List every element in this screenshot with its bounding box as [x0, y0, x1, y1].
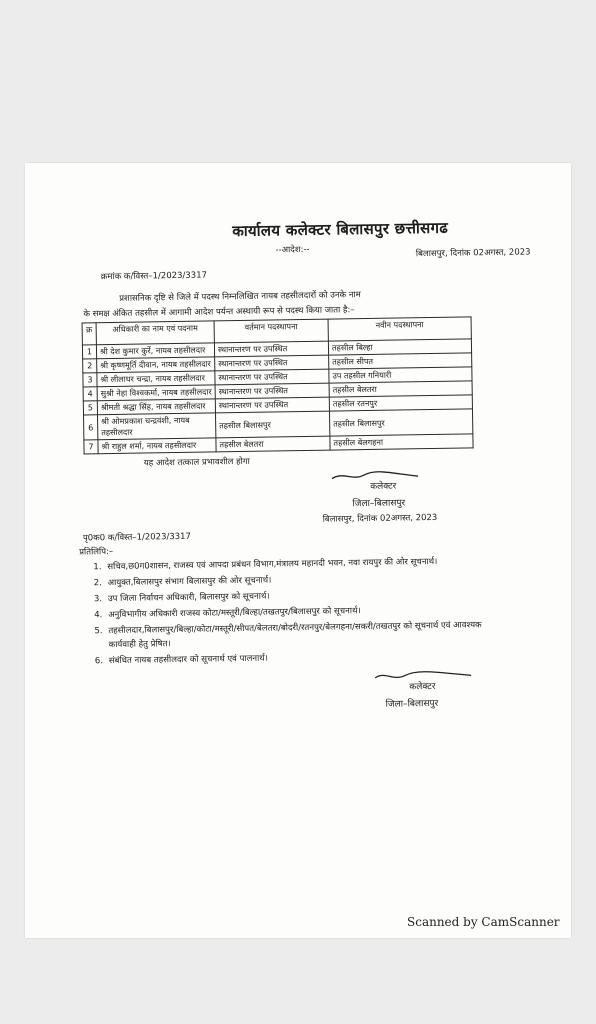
row-serial: 6 — [84, 415, 98, 440]
row-serial: 4 — [83, 387, 97, 401]
row-new-posting: तहसील सीपत — [329, 353, 472, 369]
list-item: 5. तहसीलदार,बिलासपुर/बिल्हा/कोटा/मस्तूरी/सीपत/बेलतरा/बोदरी/रतनपुर/बेलगहना/सकरी/तखतपुर को सूचनार्थ एवं आवश्यक कार्यवाही हेतु प्रेषित। — [94, 620, 482, 651]
row-new-posting: तहसील बेलतरा — [329, 381, 472, 397]
endorsement-number: पृ0क0 क/विस्त–1/2023/3317 — [82, 531, 192, 544]
row-officer-name: श्री कृष्णमूर्ति दीवान, नायब तहसीलदार — [97, 357, 215, 373]
scanner-watermark: Scanned by CamScanner — [407, 915, 560, 929]
row-current-posting: तहसील बिलासपुर — [215, 411, 329, 438]
row-current-posting: स्थानान्तरण पर उपस्थित — [215, 383, 329, 399]
signature-date: बिलासपुर, दिनांक 02अगस्त, 2023 — [322, 512, 438, 525]
signature-district: जिला–बिलासपुर — [352, 498, 406, 510]
reference-number: क्रमांक क/विस्त–1/2023/3317 — [100, 270, 208, 283]
list-item: 2. आयुक्त,बिलासपुर संभाग बिलासपुर की ओर सूचनार्थ। — [93, 575, 272, 589]
intro-line-1: प्रशासनिक दृष्टि से जिले में पदस्थ निम्नलिखित नायब तहसीलदारों को उनके नाम — [119, 290, 361, 304]
office-title: कार्यालय कलेक्टर बिलासपुर छत्तीसगढ — [232, 218, 449, 241]
row-new-posting: तहसील बिल्हा — [328, 339, 471, 355]
order-heading-row — [110, 240, 530, 267]
row-officer-name: श्री राहुल शर्मा, नायब तहसीलदार — [98, 438, 216, 454]
row-current-posting: स्थानान्तरण पर उपस्थित — [215, 397, 329, 413]
signature-scribble-icon — [373, 668, 473, 684]
signature-block-1 — [322, 476, 535, 525]
row-current-posting: तहसील बेलतरा — [216, 436, 330, 452]
order-label: --आदेश:-- — [275, 244, 310, 256]
row-officer-name: श्रीमती श्रद्धा सिंह, नायब तहसीलदार — [97, 399, 215, 415]
row-officer-name: सुश्री नेहा विश्वकर्मा, नायब तहसीलदार — [97, 385, 215, 401]
copy-list — [93, 554, 495, 668]
signature-designation: कलेक्टर — [409, 681, 436, 693]
order-date: बिलासपुर, दिनांक 02अगस्त, 2023 — [415, 247, 531, 260]
copy-to-label: प्रतिलिपि:– — [79, 546, 114, 558]
row-new-posting: तहसील बिलासपुर — [329, 409, 472, 436]
signature-designation: कलेक्टर — [370, 481, 397, 492]
row-new-posting: तहसील रतनपुर — [329, 395, 472, 411]
header-officer-name: अधिकारी का नाम एवं पदनाम — [96, 321, 214, 345]
list-item: 4. अनुविभागीय अधिकारी राजस्व कोटा/मस्तूरी/बिल्हा/तखतपुर/बिलासपुर को सूचनार्थ। — [94, 606, 361, 621]
row-serial: 5 — [83, 401, 97, 415]
list-item: 3. उप जिला निर्वाचन अधिकारी, बिलासपुर को सूचनार्थ। — [93, 591, 270, 605]
row-serial: 3 — [83, 373, 97, 387]
row-officer-name: श्री देश कुमार कुर्रे, नायब तहसीलदार — [96, 343, 214, 359]
posting-table — [82, 316, 474, 454]
row-new-posting: उप तहसील गनियारी — [329, 367, 472, 383]
intro-line-2: के समक्ष अंकित तहसील में आगामी आदेश पर्यन्त अस्थायी रूप से पदस्थ किया जाता है:– — [83, 305, 355, 320]
header-current-posting: वर्तमान पदस्थापना — [214, 319, 328, 343]
signature-block-2 — [385, 677, 537, 709]
row-serial: 7 — [84, 440, 98, 454]
signature-scribble-icon — [330, 468, 420, 483]
row-serial: 2 — [83, 359, 97, 373]
row-current-posting: स्थानान्तरण पर उपस्थित — [215, 355, 329, 371]
row-officer-name: श्री लीलाधर चन्द्रा, नायब तहसीलदार — [97, 371, 215, 387]
signature-district: जिला–बिलासपुर — [385, 698, 439, 710]
header-new-posting: नवीन पदस्थापना — [328, 317, 471, 341]
effective-note: यह आदेश तत्काल प्रभावशील होगा — [143, 456, 250, 469]
row-current-posting: स्थानान्तरण पर उपस्थित — [214, 341, 328, 357]
row-new-posting: तहसील बेलगहना — [330, 434, 473, 450]
header-serial: क्र — [82, 323, 96, 345]
list-item: 1. सचिव,छ0ग0शासन, राजस्व एवं आपदा प्रबंधन विभाग,मंत्रालय महानदी भवन, नवा रायपुर की ओर सूचनार्थ। — [93, 556, 438, 573]
row-current-posting: स्थानान्तरण पर उपस्थित — [215, 369, 329, 385]
order-document — [79, 216, 538, 714]
list-item: 6. संबंधित नायब तहसीलदार को सूचनार्थ एवं पालनार्थ। — [94, 653, 269, 667]
document-page — [25, 163, 571, 938]
row-officer-name: श्री ओमप्रकाश चन्द्रवंशी, नायब तहसीलदार — [98, 413, 216, 440]
row-serial: 1 — [82, 345, 96, 359]
